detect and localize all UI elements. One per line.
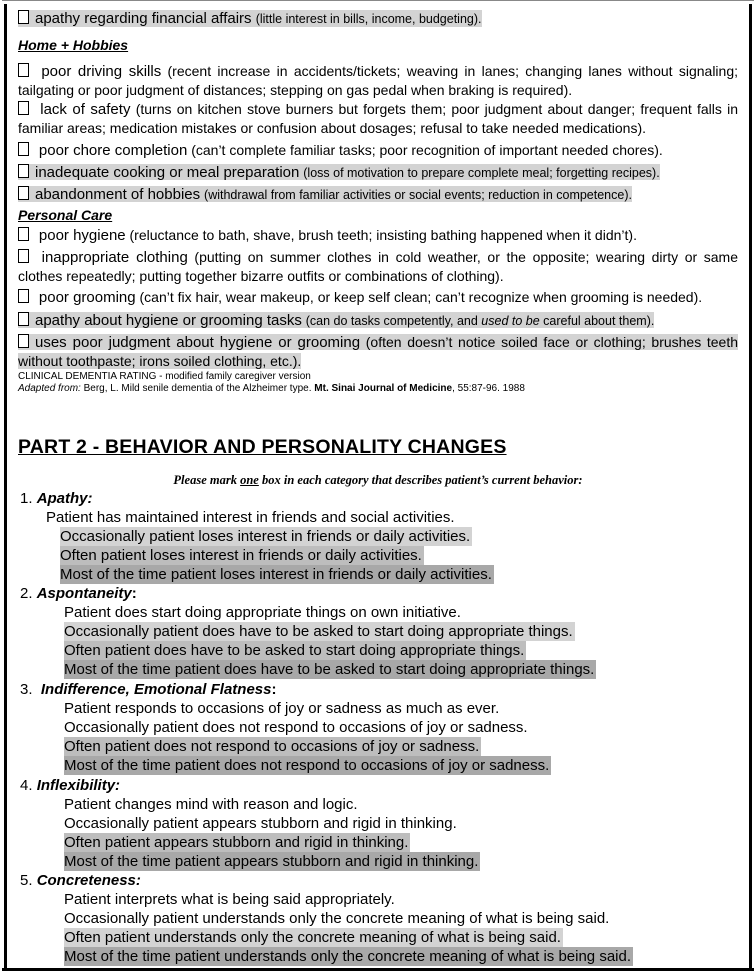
part2-title: PART 2 - BEHAVIOR AND PERSONALITY CHANGES (18, 436, 507, 458)
checklist-item-hygiene (18, 226, 738, 245)
checklist-item-highlight (18, 312, 654, 328)
instruction-part: Please mark (173, 473, 241, 487)
category-number: 1. (20, 490, 33, 507)
category-heading-concreteness (20, 871, 141, 890)
page-border-top (2, 0, 754, 1)
checkbox[interactable] (18, 164, 29, 178)
option-indifference-3[interactable]: Most of the time patient does not respond to occasions of joy or sadness. (64, 757, 550, 774)
category-number: 4. (20, 777, 33, 794)
item-detail: (can’t fix hair, wear makeup, or keep self clean; can’t recognize when grooming is needed). (139, 289, 703, 305)
item-detail: (little interest in bills, income, budgeting). (255, 12, 482, 26)
item-detail: (putting on summer clothes in cold weather, or the opposite; wearing dirty or same clothes repeatedly; putting together bizarre outfits or combinations of clothing). (18, 249, 739, 284)
checklist-item-judgment (18, 333, 738, 370)
category-heading-aspontaneity (20, 584, 137, 603)
instruction-emphasis: one (240, 473, 259, 487)
item-detail-emphasis: used to be (481, 314, 540, 328)
item-detail: (withdrawal from familiar activities or social events; reduction in competence). (204, 188, 632, 202)
item-detail: (turns on kitchen stove burners but forgets them; poor judgment about danger; frequent falls in familiar areas; medication mistakes or confusion about dosages; refusal to take needed medications). (18, 101, 739, 136)
checklist-item-grooming (18, 288, 738, 307)
category-name: Inflexibility: (36, 777, 121, 794)
option-indifference-1[interactable]: Occasionally patient does not respond to occasions of joy or sadness. (64, 719, 528, 736)
checklist-item-chores (18, 141, 738, 160)
checkbox[interactable] (18, 249, 29, 263)
item-label: poor driving skills (41, 63, 162, 80)
checkbox[interactable] (18, 101, 29, 115)
item-detail: (reluctance to bath, shave, brush teeth; insisting bathing happened when it didn’t). (129, 227, 637, 243)
option-inflexibility-0[interactable]: Patient changes mind with reason and logic. (64, 796, 358, 813)
checkbox[interactable] (18, 334, 29, 348)
option-apathy-0[interactable]: Patient has maintained interest in friends and social activities. (46, 509, 455, 526)
item-detail: (can’t complete familiar tasks; poor recognition of important needed chores). (191, 142, 663, 158)
item-detail-part: (can do tasks competently, and (305, 314, 482, 328)
category-name-suffix: : (131, 585, 137, 602)
option-concreteness-2[interactable]: Often patient understands only the concrete meaning of what is being said. (64, 929, 561, 946)
category-number: 5. (20, 872, 33, 889)
citation-text: Berg, L. Mild senile dementia of the Alzheimer type. (83, 383, 312, 394)
checkbox[interactable] (18, 142, 29, 156)
option-aspontaneity-3[interactable]: Most of the time patient does have to be asked to start doing appropriate things. (64, 661, 595, 678)
category-heading-inflexibility (20, 776, 120, 795)
category-name-suffix: : (271, 681, 277, 698)
item-label: apathy about hygiene or grooming tasks (35, 312, 302, 329)
category-heading-apathy (20, 489, 93, 508)
citation-adapted-label: Adapted from: (18, 383, 81, 394)
checkbox[interactable] (18, 227, 29, 241)
checkbox[interactable] (18, 10, 29, 24)
part2-instruction (0, 473, 756, 488)
item-label: apathy regarding financial affairs (35, 10, 252, 27)
option-inflexibility-3[interactable]: Most of the time patient appears stubborn and rigid in thinking. (64, 853, 479, 870)
item-detail-part: careful about them). (539, 314, 655, 328)
category-number: 2. (20, 585, 33, 602)
checklist-item-financial (18, 10, 738, 28)
item-detail: (often doesn’t notice soiled face or clothing; brushes teeth without toothpaste; irons soiled clothing, etc.). (18, 334, 739, 369)
instruction-part: box in each category that describes patient’s current behavior: (258, 473, 583, 487)
citation-line1: CLINICAL DEMENTIA RATING - modified family caregiver version (18, 371, 311, 382)
category-name: Aspontaneity (36, 585, 132, 602)
citation-ref: , 55:87-96. 1988 (452, 383, 525, 394)
item-detail (306, 314, 655, 328)
checklist-item-apathy-hygiene (18, 311, 738, 330)
checkbox[interactable] (18, 63, 29, 77)
category-name: Concreteness: (36, 872, 141, 889)
item-label: poor grooming (38, 289, 136, 306)
checkbox[interactable] (18, 186, 29, 200)
checklist-item-safety (18, 100, 738, 137)
category-name: Apathy: (36, 490, 93, 507)
option-inflexibility-2[interactable]: Often patient appears stubborn and rigid in thinking. (64, 834, 409, 851)
item-label: poor hygiene (38, 227, 126, 244)
option-inflexibility-1[interactable]: Occasionally patient appears stubborn and rigid in thinking. (64, 815, 457, 832)
option-indifference-2[interactable]: Often patient does not respond to occasions of joy or sadness. (64, 738, 480, 755)
section-heading-personal-care: Personal Care (18, 207, 113, 223)
item-label: poor chore completion (38, 142, 188, 159)
option-aspontaneity-0[interactable]: Patient does start doing appropriate things on own initiative. (64, 604, 461, 621)
option-apathy-2[interactable]: Often patient loses interest in friends or daily activities. (60, 547, 422, 564)
option-aspontaneity-1[interactable]: Occasionally patient does have to be asked to start doing appropriate things. (64, 623, 573, 640)
option-apathy-3[interactable]: Most of the time patient loses interest in friends or daily activities. (60, 566, 492, 583)
part1-checklist (18, 10, 738, 395)
item-label: uses poor judgment about hygiene or grooming (35, 334, 361, 351)
item-label: abandonment of hobbies (35, 186, 201, 203)
checkbox[interactable] (18, 312, 29, 326)
category-heading-indifference (20, 680, 276, 699)
checklist-item-highlight (18, 334, 738, 369)
item-detail: (recent increase in accidents/tickets; weaving in lanes; changing lanes without signaling; tailgating or poor judgment of distances; stepping on gas pedal when braking is required). (18, 63, 739, 98)
checklist-item-clothing (18, 248, 738, 285)
item-detail: (loss of motivation to prepare complete meal; forgetting recipes). (303, 166, 660, 180)
item-label: inappropriate clothing (41, 249, 188, 266)
checklist-item-hobbies (18, 185, 738, 204)
item-label: inadequate cooking or meal preparation (35, 164, 300, 181)
option-indifference-0[interactable]: Patient responds to occasions of joy or sadness as much as ever. (64, 700, 500, 717)
checklist-item-cooking (18, 163, 738, 182)
category-name: Indifference, Emotional Flatness (40, 681, 272, 698)
section-heading-home-hobbies: Home + Hobbies (18, 37, 129, 53)
citation-line2 (18, 383, 738, 395)
checklist-item-highlight (18, 164, 660, 180)
option-concreteness-1[interactable]: Occasionally patient understands only the concrete meaning of what is being said. (64, 910, 610, 927)
citation-journal: Mt. Sinai Journal of Medicine (314, 383, 453, 394)
item-label: lack of safety (40, 101, 131, 118)
checkbox[interactable] (18, 289, 29, 303)
checklist-item-driving (18, 62, 738, 99)
option-aspontaneity-2[interactable]: Often patient does have to be asked to start doing appropriate things. (64, 642, 525, 659)
option-concreteness-3[interactable]: Most of the time patient understands only the concrete meaning of what is being said. (64, 948, 631, 965)
option-apathy-1[interactable]: Occasionally patient loses interest in friends or daily activities. (60, 528, 471, 545)
checklist-item-highlight (18, 10, 482, 27)
page-border-bottom (2, 968, 754, 971)
checklist-item-highlight (18, 186, 632, 202)
option-concreteness-0[interactable]: Patient interprets what is being said appropriately. (64, 891, 395, 908)
category-number: 3. (20, 681, 33, 698)
